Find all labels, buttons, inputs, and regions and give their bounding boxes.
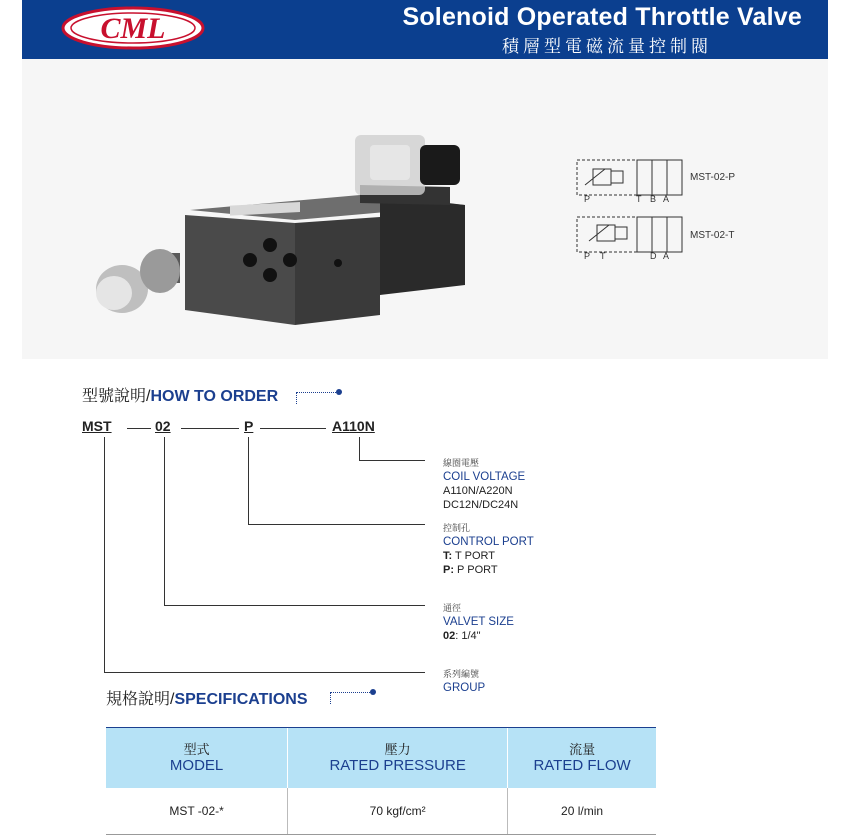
code-series: MST bbox=[82, 418, 112, 434]
code-voltage: A110N bbox=[332, 418, 375, 434]
code-dash bbox=[181, 428, 239, 429]
column-header-model bbox=[106, 728, 288, 788]
title-dot bbox=[336, 389, 342, 395]
hydraulic-symbol-diagram bbox=[575, 155, 685, 265]
specifications-title-zh: 規格說明/ bbox=[106, 691, 175, 708]
column-header-pressure bbox=[288, 728, 508, 788]
option-coil-voltage bbox=[443, 456, 525, 512]
title-dotted-line bbox=[296, 392, 338, 394]
port-label-t: T bbox=[600, 251, 606, 261]
option-group bbox=[443, 667, 486, 694]
option-value bbox=[443, 563, 534, 577]
header-zh: 型式 bbox=[183, 742, 210, 757]
leader-line bbox=[104, 437, 105, 673]
leader-line bbox=[104, 672, 425, 673]
option-text: P PORT bbox=[454, 564, 498, 576]
page-subtitle-zh: 積層型電磁流量控制閥 bbox=[502, 37, 712, 56]
option-key: P: bbox=[443, 564, 454, 576]
port-label-p: P bbox=[584, 251, 591, 261]
port-label-a: A bbox=[663, 251, 670, 261]
code-dash bbox=[127, 428, 151, 429]
port-label-d: D bbox=[650, 251, 657, 261]
option-label-zh: 控制孔 bbox=[443, 523, 471, 533]
leader-line bbox=[248, 437, 249, 525]
option-value bbox=[443, 629, 514, 643]
option-label-zh: 系列編號 bbox=[443, 669, 480, 679]
code-port: P bbox=[244, 418, 254, 434]
logo-text: CML bbox=[100, 12, 166, 45]
leader-line bbox=[359, 460, 425, 461]
table-row bbox=[106, 788, 656, 835]
header-zh: 流量 bbox=[569, 742, 596, 757]
leader-line bbox=[164, 437, 165, 606]
valve-product-image bbox=[90, 125, 490, 345]
option-label-zh: 通徑 bbox=[443, 603, 462, 613]
how-to-order-title-zh: 型號說明/ bbox=[82, 388, 151, 405]
symbol-label-p: MST-02-P bbox=[690, 172, 736, 183]
option-key: 02 bbox=[443, 630, 456, 642]
header-en: RATED FLOW bbox=[533, 757, 631, 774]
option-label-en: COIL VOLTAGE bbox=[443, 471, 526, 483]
code-size: 02 bbox=[155, 418, 171, 434]
option-text: T PORT bbox=[452, 550, 495, 562]
port-label-b: B bbox=[650, 194, 657, 204]
title-dot bbox=[370, 689, 376, 695]
port-label-a: A bbox=[663, 194, 670, 204]
header-zh: 壓力 bbox=[384, 742, 411, 757]
option-label-en: VALVET SIZE bbox=[443, 616, 514, 628]
title-dotted-line bbox=[330, 692, 372, 694]
specifications-title bbox=[106, 686, 308, 709]
title-dotted-line bbox=[330, 692, 332, 704]
option-key: T: bbox=[443, 550, 453, 562]
leader-line bbox=[248, 524, 425, 525]
cml-logo bbox=[60, 5, 206, 51]
column-header-flow bbox=[508, 728, 656, 788]
cell-pressure: 70 kgf/cm² bbox=[288, 788, 508, 835]
option-control-port bbox=[443, 521, 534, 577]
header-en: RATED PRESSURE bbox=[329, 757, 466, 774]
option-label-zh: 線圈電壓 bbox=[443, 458, 480, 468]
page-title: Solenoid Operated Throttle Valve bbox=[402, 3, 802, 31]
leader-line bbox=[359, 437, 360, 461]
option-value: A110N/A220N bbox=[443, 485, 513, 497]
option-text: : 1/4" bbox=[455, 630, 481, 642]
option-value: DC12N/DC24N bbox=[443, 499, 519, 511]
title-dotted-line bbox=[296, 392, 298, 404]
cell-flow: 20 l/min bbox=[508, 788, 656, 835]
port-label-t: T bbox=[636, 194, 642, 204]
port-label-p: P bbox=[584, 194, 591, 204]
how-to-order-title-en: HOW TO ORDER bbox=[150, 388, 279, 405]
cell-model: MST -02-* bbox=[106, 788, 288, 835]
option-label-en: GROUP bbox=[443, 682, 486, 694]
header-en: MODEL bbox=[169, 757, 224, 774]
symbol-label-t: MST-02-T bbox=[690, 230, 735, 241]
leader-line bbox=[164, 605, 425, 606]
option-valvet-size bbox=[443, 601, 514, 643]
specifications-title-en: SPECIFICATIONS bbox=[174, 691, 308, 708]
option-value bbox=[443, 549, 534, 563]
how-to-order-title bbox=[82, 383, 278, 406]
specifications-table bbox=[106, 728, 656, 835]
code-dash bbox=[260, 428, 326, 429]
option-label-en: CONTROL PORT bbox=[443, 536, 534, 548]
